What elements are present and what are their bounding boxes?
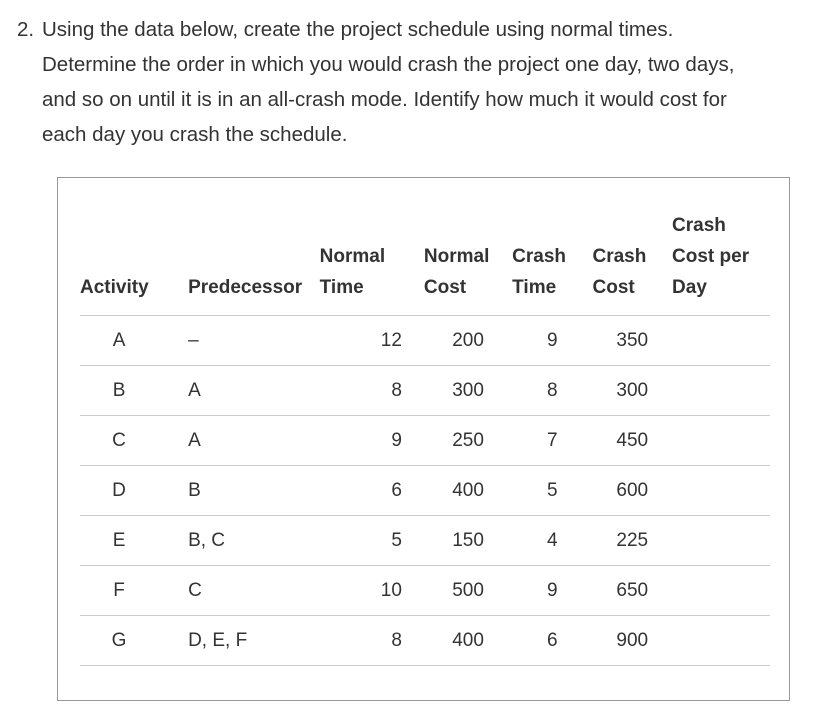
cell-crash-cost-per-day: [672, 616, 770, 666]
table-row: [80, 466, 770, 516]
question-line-4: each day you crash the schedule.: [42, 123, 348, 146]
cell-predecessor: B: [180, 466, 320, 516]
header-crash-cost-per-day: [672, 210, 770, 316]
cell-normal-time: 6: [320, 466, 424, 516]
cell-crash-cost: 600: [593, 466, 673, 516]
cell-crash-cost-per-day: [672, 466, 770, 516]
cell-crash-cost: 650: [593, 566, 673, 616]
header-normal-time: [320, 210, 424, 316]
cell-crash-cost: 225: [593, 516, 673, 566]
cell-predecessor: A: [180, 366, 320, 416]
cell-activity: A: [80, 316, 180, 366]
header-crash-cost: [593, 210, 673, 316]
cell-predecessor: –: [180, 316, 320, 366]
cell-crash-time: 8: [512, 366, 592, 416]
cell-normal-cost: 200: [424, 316, 512, 366]
header-normal-cost-line2: Cost: [423, 277, 467, 298]
header-activity-text: Activity: [80, 277, 149, 298]
table-row: [80, 416, 770, 466]
cell-crash-cost-per-day: [672, 316, 770, 366]
cell-crash-cost-per-day: [672, 366, 770, 416]
header-normal-time-line1: Normal: [319, 246, 386, 267]
header-normal-time-line2: Time: [319, 277, 364, 298]
cell-crash-cost-per-day: [672, 516, 770, 566]
cell-crash-cost: 300: [593, 366, 673, 416]
cell-normal-time: 10: [320, 566, 424, 616]
cell-normal-time: 9: [320, 416, 424, 466]
question-line-1-text: Using the data below, create the project schedule using normal times.: [42, 18, 674, 41]
cell-activity: C: [80, 416, 180, 466]
table-body: [80, 316, 770, 666]
cell-predecessor: A: [180, 416, 320, 466]
header-predecessor: [180, 210, 320, 316]
table-row: [80, 516, 770, 566]
cell-normal-cost: 500: [424, 566, 512, 616]
cell-crash-time: 6: [512, 616, 592, 666]
cell-predecessor: C: [180, 566, 320, 616]
cell-normal-cost: 400: [424, 466, 512, 516]
cell-crash-cost: 450: [593, 416, 673, 466]
cell-crash-cost: 900: [593, 616, 673, 666]
question-number: 2.: [17, 18, 35, 41]
header-predecessor-text: Predecessor: [188, 277, 303, 298]
cell-normal-time: 12: [320, 316, 424, 366]
cell-crash-cost-per-day: [672, 566, 770, 616]
cell-crash-time: 4: [512, 516, 592, 566]
question-line-3: and so on until it is in an all-crash mode. Identify how much it would cost for: [42, 88, 727, 111]
cell-crash-time: 9: [512, 316, 592, 366]
table-header: [80, 210, 770, 316]
cell-activity: F: [80, 566, 180, 616]
cell-activity: B: [80, 366, 180, 416]
cell-crash-cost: 350: [593, 316, 673, 366]
cell-normal-cost: 250: [424, 416, 512, 466]
header-row: [80, 210, 770, 316]
crash-data-table: [80, 210, 770, 666]
table-container: [57, 177, 790, 701]
question-line-1: [17, 12, 807, 47]
header-cpd-line3: Day: [672, 277, 707, 298]
cell-predecessor: B, C: [180, 516, 320, 566]
header-activity: [80, 210, 180, 316]
cell-crash-cost-per-day: [672, 416, 770, 466]
cell-normal-cost: 300: [424, 366, 512, 416]
header-crash-time-line2: Time: [512, 277, 557, 298]
cell-crash-time: 7: [512, 416, 592, 466]
header-crash-cost-line2: Cost: [592, 277, 635, 298]
cell-normal-time: 8: [320, 616, 424, 666]
cell-crash-time: 9: [512, 566, 592, 616]
question-text: [17, 12, 807, 152]
cell-activity: G: [80, 616, 180, 666]
cell-activity: E: [80, 516, 180, 566]
header-normal-cost-line1: Normal: [423, 246, 490, 267]
header-crash-time-line1: Crash: [512, 246, 567, 267]
header-crash-time: [512, 210, 592, 316]
cell-crash-time: 5: [512, 466, 592, 516]
header-crash-cost-line1: Crash: [592, 246, 647, 267]
table-row: [80, 566, 770, 616]
cell-normal-time: 8: [320, 366, 424, 416]
table-row: [80, 616, 770, 666]
cell-normal-time: 5: [320, 516, 424, 566]
cell-normal-cost: 150: [424, 516, 512, 566]
cell-predecessor: D, E, F: [180, 616, 320, 666]
cell-normal-cost: 400: [424, 616, 512, 666]
header-cpd-line1: Crash: [672, 215, 726, 236]
header-cpd-line2: Cost per: [672, 246, 750, 267]
header-normal-cost: [424, 210, 512, 316]
table-row: [80, 366, 770, 416]
table-row: [80, 316, 770, 366]
question-line-2: Determine the order in which you would crash the project one day, two days,: [42, 53, 735, 76]
cell-activity: D: [80, 466, 180, 516]
